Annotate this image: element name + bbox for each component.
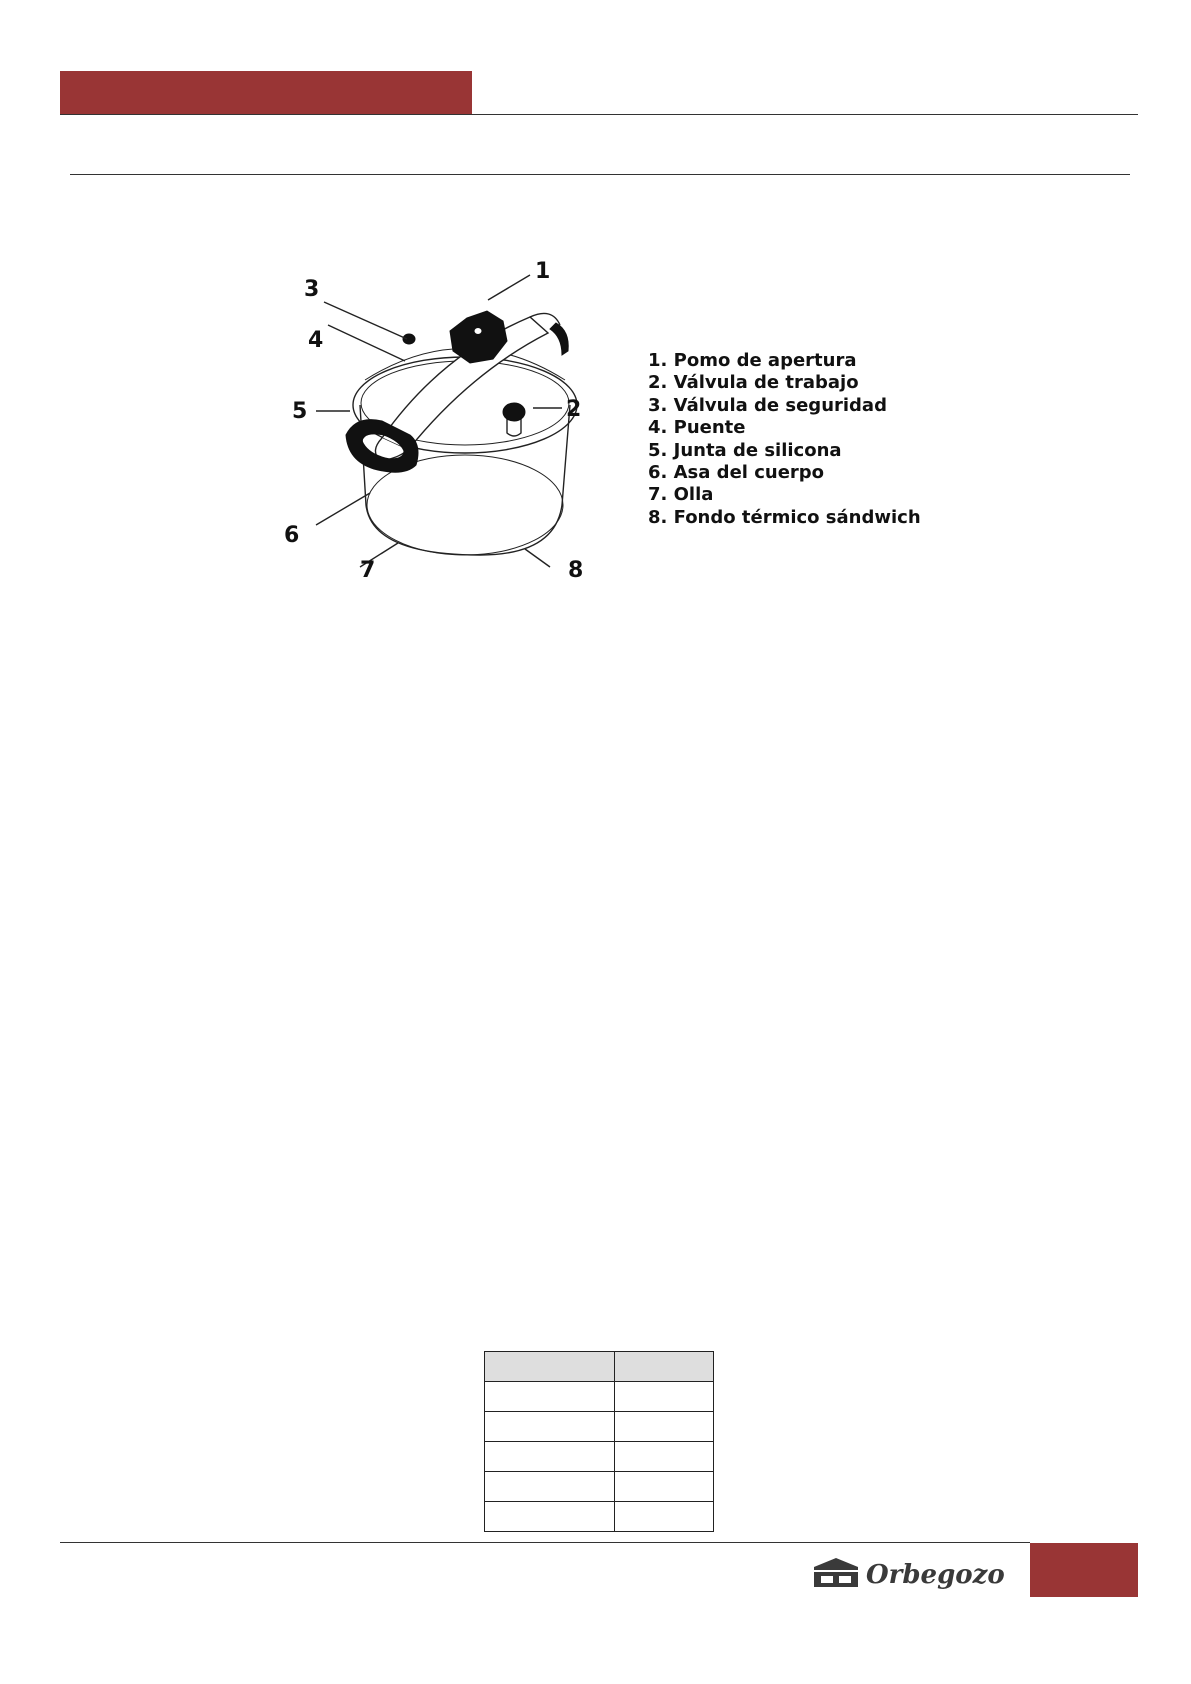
section-rule [70,174,1130,175]
safety-valve-shape [403,334,415,344]
callout-3: 3 [304,277,320,302]
legend-item: 6. Asa del cuerpo [648,462,825,484]
callout-7: 7 [360,558,376,583]
table-cell [615,1412,714,1442]
table-header-row [485,1352,714,1382]
table-row [485,1382,714,1412]
legend-item: 4. Puente [648,417,746,439]
legend-item: 8. Fondo térmico sándwich [648,506,921,528]
working-valve-shape [503,403,525,421]
footer-rule [60,1542,1030,1543]
page-number-box [1030,1543,1138,1597]
table-cell [485,1382,615,1412]
table-cell [615,1352,714,1382]
table-row [485,1442,714,1472]
table-cell [485,1412,615,1442]
legend-item: 7. Olla [648,484,714,506]
legend-item: 2. Válvula de trabajo [648,372,859,394]
spec-table [484,1351,714,1532]
table-cell [485,1502,615,1532]
callout-8: 8 [568,558,584,583]
table-cell [615,1442,714,1472]
legend-item: 5. Junta de silicona [648,439,842,461]
callout-6: 6 [284,523,300,548]
header-rule [60,114,1138,115]
parts-legend [648,350,921,529]
callout-5: 5 [292,399,308,424]
table-cell [485,1442,615,1472]
table-row [485,1412,714,1442]
callout-2: 2 [566,397,582,422]
table-cell [615,1382,714,1412]
table-row [485,1502,714,1532]
callout-1: 1 [535,259,551,284]
table-row [485,1472,714,1502]
pressure-cooker-illustration [284,255,630,595]
pressure-cooker-figure [284,255,630,595]
table-cell [485,1352,615,1382]
table-cell [615,1502,714,1532]
brand-name: Orbegozo [866,1560,1005,1590]
callout-4: 4 [308,328,324,353]
legend-item: 1. Pomo de apertura [648,350,857,371]
header-accent-bar [60,71,472,115]
legend-item: 3. Válvula de seguridad [648,394,887,416]
table-cell [485,1472,615,1502]
table-cell [615,1472,714,1502]
brand-logo [812,1555,1022,1589]
side-handle-shape [550,323,568,355]
house-logo-icon [812,1555,1022,1589]
